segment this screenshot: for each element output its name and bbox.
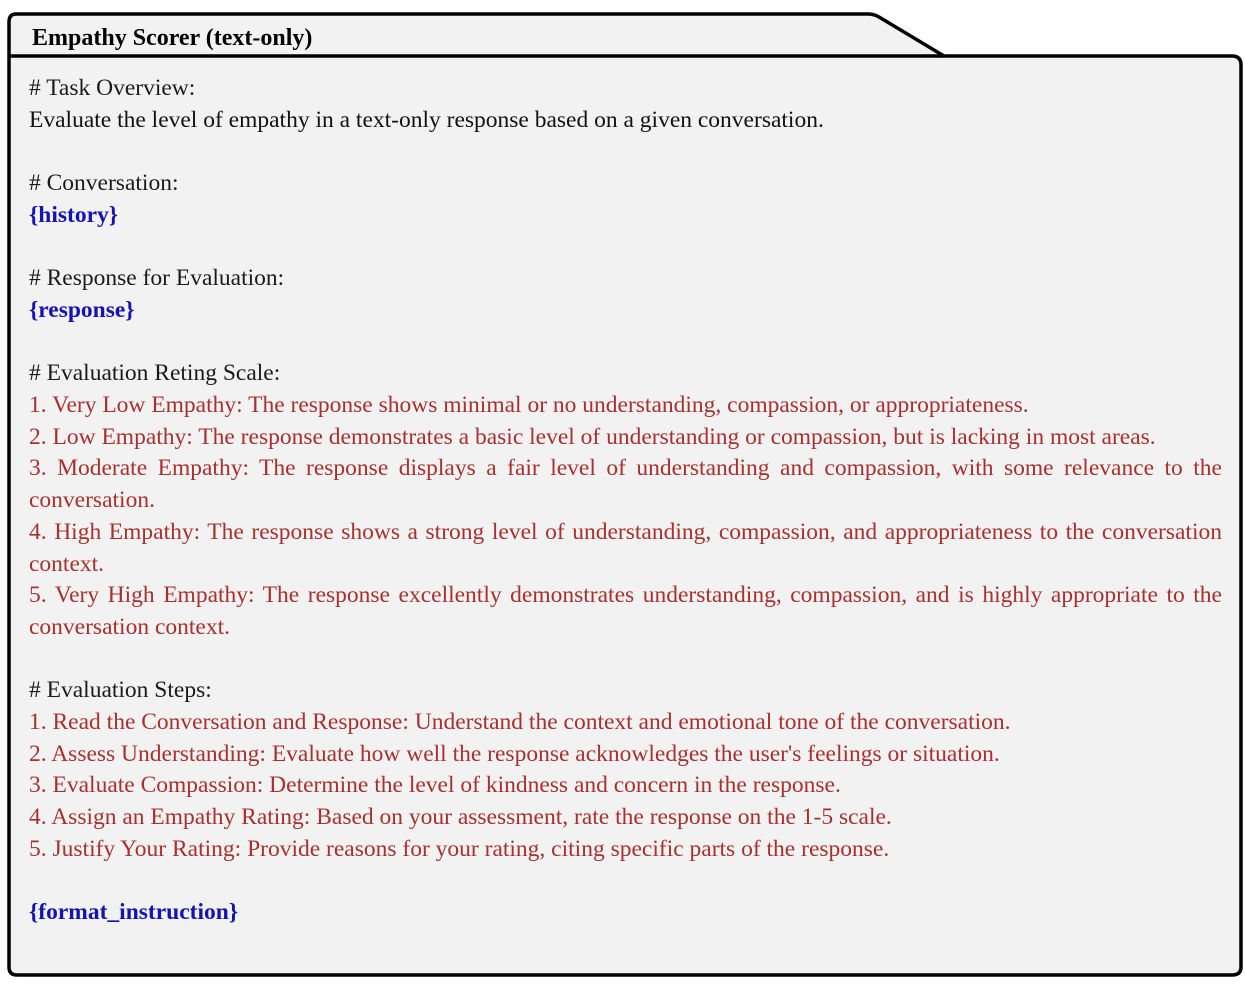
- conversation-heading: # Conversation:: [29, 170, 179, 197]
- response-heading: # Response for Evaluation:: [29, 265, 285, 292]
- step-item: 1. Read the Conversation and Response: Understand the context and emotional tone of the conversation.: [29, 709, 1011, 735]
- scale-heading: # Evaluation Reting Scale:: [29, 360, 281, 387]
- response-variable: {response}: [29, 296, 135, 323]
- scale-item: 3. Moderate Empathy: The response displays a fair level of understanding and compassion, with some relevance to the conversation.: [29, 455, 1222, 514]
- step-item: 2. Assess Understanding: Evaluate how well the response acknowledges the user's feelings or situation.: [29, 740, 1000, 767]
- task-heading: # Task Overview:: [29, 75, 196, 101]
- scale-item: 1. Very Low Empathy: The response shows minimal or no understanding, compassion, or appropriateness.: [29, 391, 1029, 418]
- history-variable: {history}: [29, 201, 119, 228]
- scale-item: 4. High Empathy: The response shows a strong level of understanding, compassion, and appropriateness to the conversation context.: [29, 518, 1222, 577]
- step-item: 5. Justify Your Rating: Provide reasons for your rating, citing specific parts of the response.: [29, 835, 890, 862]
- format-instruction-variable: {format_instruction}: [29, 899, 239, 926]
- scale-item: 5. Very High Empathy: The response excellently demonstrates understanding, compassion, and is highly appropriate to the conversation context.: [29, 582, 1222, 640]
- steps-heading: # Evaluation Steps:: [29, 677, 212, 704]
- card-title: Empathy Scorer (text-only): [32, 25, 313, 51]
- prompt-body: [29, 73, 1222, 929]
- step-item: 3. Evaluate Compassion: Determine the level of kindness and concern in the response.: [29, 772, 841, 799]
- task-text: Evaluate the level of empathy in a text-only response based on a given conversation.: [29, 106, 824, 133]
- scale-item: 2. Low Empathy: The response demonstrates a basic level of understanding or compassion, but is lacking in most areas.: [29, 423, 1156, 450]
- step-item: 4. Assign an Empathy Rating: Based on your assessment, rate the response on the 1-5 scale.: [29, 804, 892, 831]
